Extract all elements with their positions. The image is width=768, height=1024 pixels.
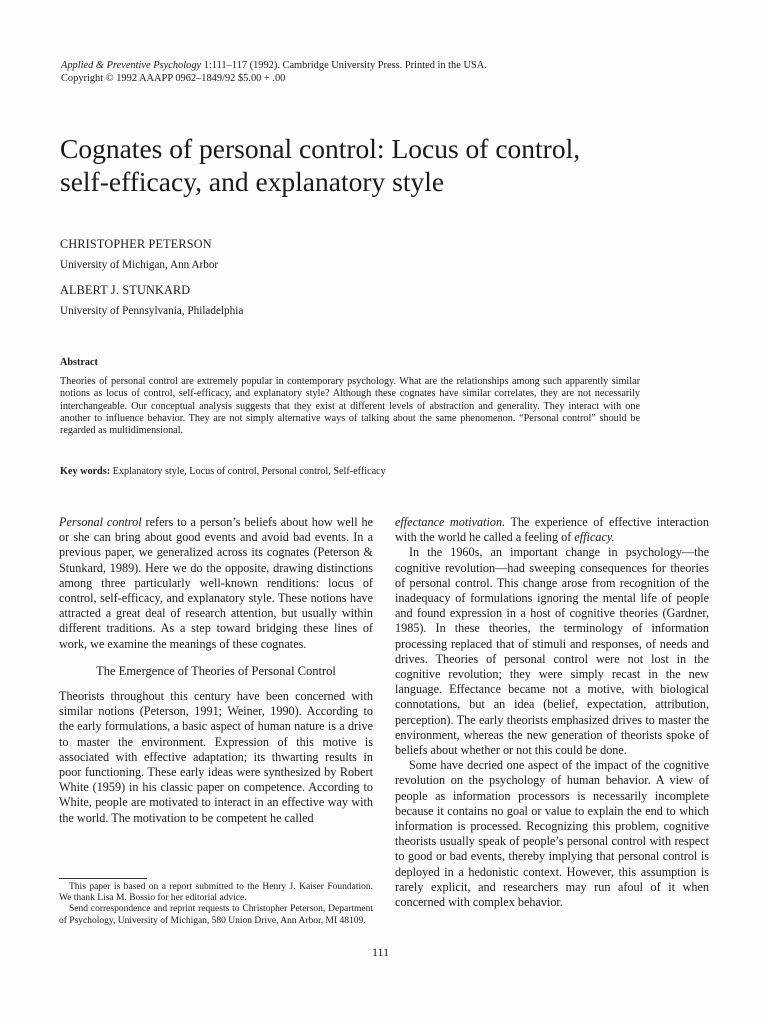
author-name: ALBERT J. STUNKARD [60,283,191,297]
paragraph: Theorists throughout this century have been concerned with similar notions (Peterson, 1991; Weiner, 1990). According to the early formulations, a basic aspect of human nature is a drive to master the environment. Expression of this motive is associated with effective adaptation; its thwarting results in poor functioning. These early ideas were synthesized by Robert White (1959) in his classic paper on competence. According to White, people are motivated to interact in an effective way with the world. The motivation to be competent he called [59,689,373,825]
article-title [60,132,680,198]
keywords-label: Key words: [60,466,111,477]
abstract-heading: Abstract [60,357,98,368]
author-affiliation: University of Michigan, Ann Arbor [60,259,219,271]
author-affiliation: University of Pennsylvania, Philadelphia [60,305,244,317]
paragraph: In the 1960s, an important change in psychology—the cognitive revolution—had sweeping consequences for theories of personal control. This change arose from recognition of the inadequacy of formulations ignoring the mental life of people and found expression in a host of cognitive theories (Gardner, 1985). In these theories, the terminology of information processing replaced that of stimuli and responses, of needs and drives. Theories of personal control were not lost in the cognitive revolution; they were simply recast in the new language. Effectance became not a motive, with biological connotations, but an idea (belief, expectation, attribution, perception). The early theorists emphasized drives to master the environment, whereas the new generation of theorists spoke of beliefs about whether or not this could be done. [395,545,709,758]
journal-citation: 1:111–117 (1992). Cambridge University Press. Printed in the USA. [201,60,487,71]
keywords [60,466,386,477]
paragraph [395,515,709,545]
journal-header [61,60,487,85]
paragraph-text: refers to a person’s beliefs about how well he or she can bring about good events and avoid bad events. In a previous paper, we generalized across its cognates (Peterson & Stunkard, 1989). Here we do the opposite, drawing distinctions among three particularly well-known renditions: locus of control, self-efficacy, and explanatory style. These notions have attracted a great deal of research attention, but usually within different traditions. As a step toward bridging these lines of work, we examine the meanings of these cognates. [59,515,373,651]
footnote [59,882,373,927]
paragraph: Some have decried one aspect of the impact of the cognitive revolution on the psychology of human behavior. A view of people as information processors is necessarily incomplete because it contains no goal or value to explain the end to which information is processed. Recognizing this problem, cognitive theorists usually speak of people’s personal control with respect to good or bad events, thereby implying that personal control is deployed in a hedonistic context. However, this assumption is rarely explicit, and researchers may run afoul of it when concerned with complex behavior. [395,758,709,910]
footnote-text: This paper is based on a report submitted to the Henry J. Kaiser Foundation. We thank Lisa M. Bossio for her editorial advice. [59,882,373,904]
italic-term: Personal control [59,515,142,529]
abstract-text: Theories of personal control are extremely popular in contemporary psychology. What are the relationships among such apparently similar notions as locus of control, self-efficacy, and explanatory style? Although these cognates have similar correlates, they are not necessarily interchangeable. Our conceptual analysis suggests that they exist at different levels of abstraction and generality. They interact with one another to influence behavior. They are not simply alternative ways of talking about the same phenomenon. “Personal control” should be regarded as multidimensional. [60,376,640,437]
keywords-text: Explanatory style, Locus of control, Personal control, Self-efficacy [110,466,386,477]
paragraph [59,515,373,652]
footnote-divider [59,878,147,879]
article-title-line1: Cognates of personal control: Locus of control, [60,133,581,164]
footnote-text: Send correspondence and reprint requests to Christopher Peterson, Department of Psychology, University of Michigan, 580 Union Drive, Ann Arbor, MI 48109. [59,904,373,926]
copyright-line: Copyright © 1992 AAAPP 0962–1849/92 $5.00 + .00 [61,72,286,84]
author-name: CHRISTOPHER PETERSON [60,237,212,251]
article-title-line2: self-efficacy, and explanatory style [60,166,445,197]
paragraph-text: The experience of effective interaction with the world he called a feeling of [395,515,709,545]
section-heading: The Emergence of Theories of Personal Control [96,663,336,678]
italic-term: efficacy. [574,530,615,545]
right-column [395,515,709,910]
left-column [59,515,373,826]
page-number: 111 [372,945,390,959]
italic-term: effectance motivation. [395,515,506,529]
journal-name: Applied & Preventive Psychology [61,60,202,71]
